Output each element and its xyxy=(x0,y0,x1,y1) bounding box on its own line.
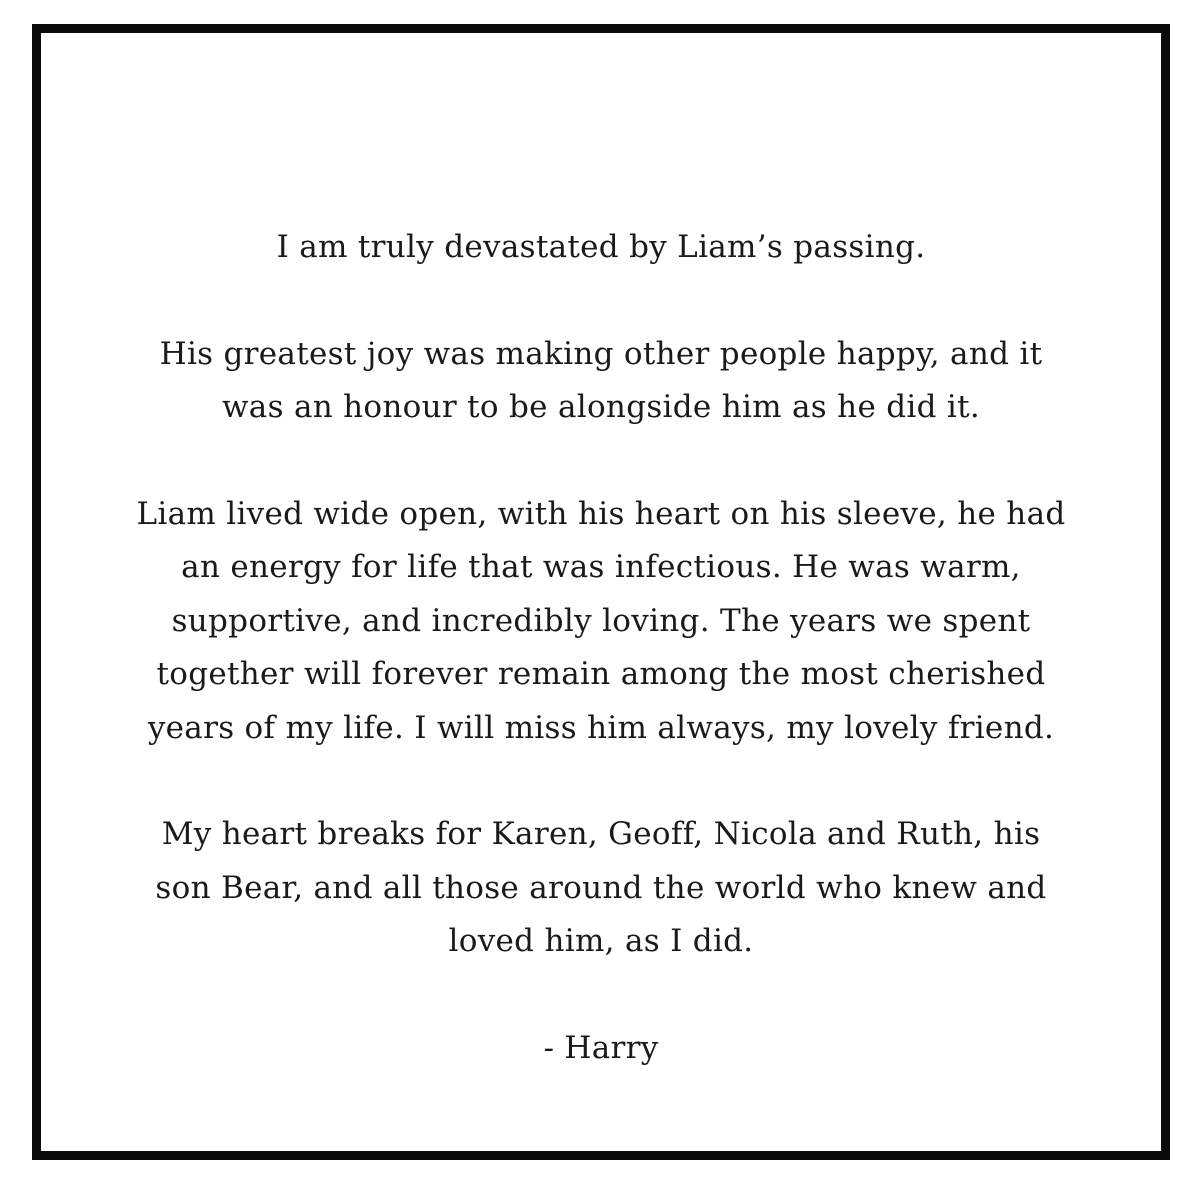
statement-paragraph-1: I am truly devastated by Liam’s passing. xyxy=(276,229,926,265)
signature: - Harry xyxy=(543,1029,659,1066)
statement-paragraph-2: His greatest joy was making other people happy, and it was an honour to be alongside him as he did it. xyxy=(159,335,1043,425)
statement-frame xyxy=(32,24,1170,1160)
statement-body xyxy=(41,221,1161,1075)
statement-paragraph-3: Liam lived wide open, with his heart on his sleeve, he had an energy for life that was infectious. He was warm, supportive, and incredibly loving. The years we spent together will forever remain among the most cherished years of my life. I will miss him always, my lovely friend. xyxy=(136,495,1066,746)
statement-paragraph-4: My heart breaks for Karen, Geoff, Nicola and Ruth, his son Bear, and all those around the world who knew and loved him, as I did. xyxy=(155,816,1047,959)
